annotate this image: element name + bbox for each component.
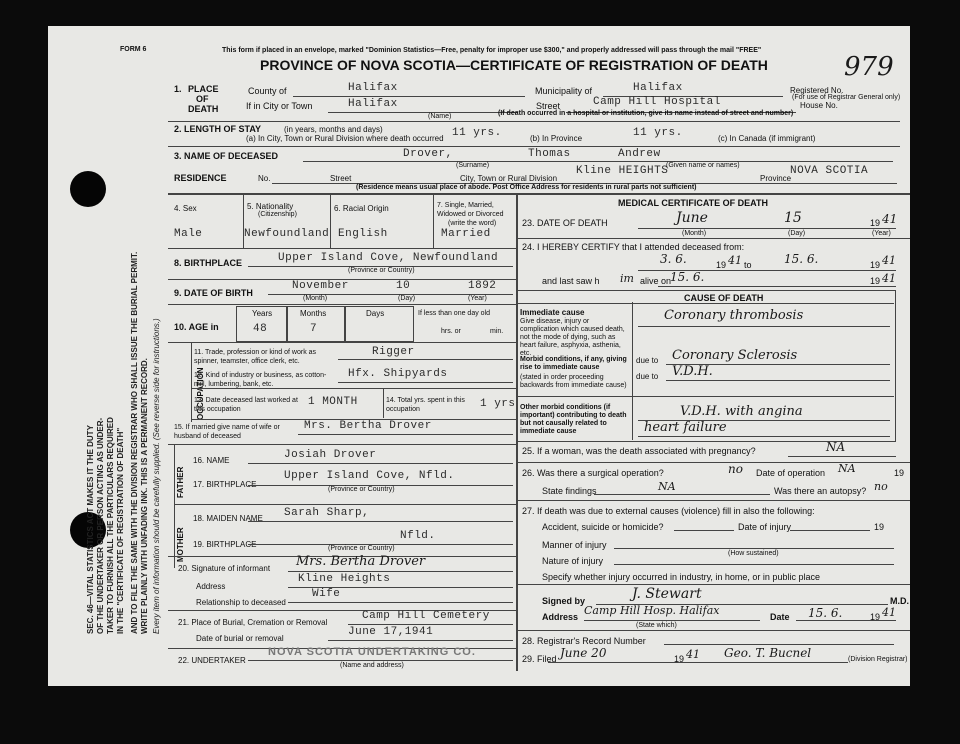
doctor-date-prefix: 19 bbox=[870, 612, 881, 622]
mother-bp-sub: (Province or Country) bbox=[328, 545, 395, 552]
signed-label: Signed by bbox=[542, 596, 586, 606]
dod-label: 23. DATE OF DEATH bbox=[522, 218, 608, 228]
injury-date-prefix: 19 bbox=[874, 522, 885, 532]
medical-header: MEDICAL CERTIFICATE OF DEATH bbox=[618, 198, 768, 208]
alive-on-label: alive on bbox=[640, 276, 672, 286]
relationship-value: Wife bbox=[312, 588, 341, 600]
autopsy-value: no bbox=[874, 480, 888, 493]
informant-address-label: Address bbox=[196, 582, 226, 591]
op-date-value: NA bbox=[838, 462, 856, 475]
informant-signature: Mrs. Bertha Drover bbox=[296, 554, 426, 569]
mother-bp-label: 19. BIRTHPLACE bbox=[193, 540, 257, 549]
place-label-death: DEATH bbox=[188, 104, 219, 114]
immediate-cause: Coronary thrombosis bbox=[664, 308, 804, 323]
years-label: Years bbox=[252, 309, 273, 318]
doctor-date: 15. 6. bbox=[808, 606, 843, 620]
birthplace-value: Upper Island Cove, Newfoundland bbox=[278, 252, 499, 264]
surgery-value: no bbox=[728, 462, 743, 476]
dod-day: 15 bbox=[784, 210, 802, 226]
burial-date-label: Date of burial or removal bbox=[196, 634, 284, 643]
stay-city-label: (a) In City, Town or Rural Division where death occurred bbox=[246, 134, 444, 143]
birthplace-sub: (Province or Country) bbox=[348, 267, 415, 274]
where-label: Specify whether injury occurred in industry, in home, or in public place bbox=[542, 572, 820, 582]
attended-from-prefix: 19 bbox=[716, 260, 727, 270]
residence-province: NOVA SCOTIA bbox=[790, 165, 869, 177]
residence-no-label: No. bbox=[258, 174, 271, 183]
racial-label: 6. Racial Origin bbox=[334, 204, 389, 213]
stay-desc: (in years, months and days) bbox=[284, 125, 383, 134]
attended-from-year: 41 bbox=[728, 254, 742, 267]
doctor-signature: J. Stewart bbox=[632, 586, 702, 602]
residence-prov-label: Province bbox=[760, 174, 792, 183]
deceased-given1: Thomas bbox=[528, 148, 571, 160]
mother-maiden: Sarah Sharp, bbox=[284, 507, 370, 519]
dod-year-sub: (Year) bbox=[872, 230, 891, 237]
findings-label: State findings bbox=[542, 486, 597, 496]
relationship-label: Relationship to deceased bbox=[196, 598, 286, 607]
residence-note: (Residence means usual place of abode. Post Office Address for residents in rural parts not sufficient) bbox=[356, 184, 697, 191]
residence-city: Kline HEIGHTS bbox=[576, 165, 669, 177]
nationality-value: Newfoundland bbox=[244, 228, 330, 240]
how-sustained: (How sustained) bbox=[728, 550, 779, 557]
nationality-label: 5. Nationality bbox=[247, 202, 294, 211]
side-text-1: SEC. 46—VITAL STATISTICS ACT MAKES IT THE DUTY bbox=[86, 425, 95, 634]
form-number: FORM 6 bbox=[120, 46, 147, 53]
state-which: (State which) bbox=[636, 622, 677, 629]
father-bp: Upper Island Cove, Nfld. bbox=[284, 470, 455, 482]
due-to-2: due to bbox=[636, 372, 659, 381]
md-label: M.D. bbox=[890, 596, 909, 606]
division-registrar-label: (Division Registrar) bbox=[848, 656, 908, 663]
doctor-address: Camp Hill Hosp. Halifax bbox=[584, 604, 720, 617]
nationality-sub: (Citizenship) bbox=[258, 211, 297, 218]
accident-label: Accident, suicide or homicide? bbox=[542, 522, 664, 532]
street-label: Street bbox=[536, 101, 561, 111]
occupation-side: OCCUPATION bbox=[196, 367, 205, 420]
residence-street-label: Street bbox=[330, 174, 352, 183]
dod-year-prefix: 19 bbox=[870, 218, 881, 228]
handwritten-number: 979 bbox=[844, 52, 894, 82]
op-date-label: Date of operation bbox=[756, 468, 826, 478]
marital-sub: (write the word) bbox=[448, 220, 497, 227]
reg-record-label: 28. Registrar's Record Number bbox=[522, 636, 646, 646]
age-months: 7 bbox=[310, 323, 318, 335]
residence-label: RESIDENCE bbox=[174, 173, 227, 183]
registered-note: (For use of Registrar General only) bbox=[792, 94, 901, 101]
attended-to-label: to bbox=[744, 260, 752, 270]
county-value: Halifax bbox=[348, 82, 398, 94]
pregnancy-value: NA bbox=[826, 440, 846, 454]
surgery-label: 26. Was there a surgical operation? bbox=[522, 468, 664, 478]
place-label-of: OF bbox=[196, 94, 209, 104]
filed-prefix: 19 bbox=[674, 654, 685, 664]
morbid-desc: (stated in order proceeding backwards from immediate cause) bbox=[520, 374, 627, 389]
side-text-2: OF THE UNDERTAKER OR PERSON ACTING AS UNDER- bbox=[96, 417, 105, 634]
informant-sig-label: 20. Signature of informant bbox=[178, 564, 271, 573]
father-name: Josiah Drover bbox=[284, 449, 377, 461]
trade-label: 11. Trade, profession or kind of work as spinner, teamster, office clerk, etc. bbox=[194, 349, 317, 365]
death-certificate bbox=[48, 26, 910, 686]
burial-date: June 17,1941 bbox=[348, 626, 434, 638]
other-label: Other morbid conditions (if important) contributing to death but not causally related to immediate cause bbox=[520, 404, 627, 435]
months-label: Months bbox=[300, 309, 327, 318]
mail-notice: This form if placed in an envelope, marked "Dominion Statistics—Free, penalty for improper use $300," and properly addressed will pass through the mail "FREE" bbox=[222, 47, 762, 54]
municipality-label: Municipality of bbox=[535, 86, 593, 96]
house-no-label: House No. bbox=[800, 101, 838, 110]
father-bp-label: 17. BIRTHPLACE bbox=[193, 480, 257, 489]
dod-day-sub: (Day) bbox=[788, 230, 806, 237]
year-sub: (Year) bbox=[468, 295, 487, 302]
mother-side: MOTHER bbox=[176, 527, 185, 562]
father-name-label: 16. NAME bbox=[193, 456, 230, 465]
total-years-value: 1 yrs bbox=[480, 398, 516, 410]
undertaker-stamp: NOVA SCOTIA UNDERTAKING CO. bbox=[268, 646, 476, 658]
name-sub-label: (Name) bbox=[428, 113, 452, 120]
punch-hole-top bbox=[70, 171, 106, 207]
dod-year: 41 bbox=[882, 212, 898, 226]
side-text-7: Every item of information should be carefully supplied. (See reverse side for instructions.) bbox=[152, 318, 161, 634]
hospital-note: (If death occurred in a hospital or institution, give its name instead of street and number) bbox=[498, 110, 794, 117]
trade-value: Rigger bbox=[372, 346, 415, 358]
sex-label: 4. Sex bbox=[174, 204, 197, 213]
due-to-1: due to bbox=[636, 356, 659, 365]
given-sub: (Given name or names) bbox=[666, 162, 740, 169]
attended-to-year: 41 bbox=[882, 254, 896, 267]
dod-month-sub: (Month) bbox=[682, 230, 707, 237]
side-text-6: WRITE PLAINLY WITH UNFADING INK. THIS IS A PERMANENT RECORD. bbox=[140, 358, 149, 634]
father-bp-sub: (Province or Country) bbox=[328, 486, 395, 493]
month-sub: (Month) bbox=[303, 295, 328, 302]
registered-no-label: Registered No. bbox=[790, 86, 844, 95]
last-worked-value: 1 MONTH bbox=[308, 396, 358, 408]
certificate-title: PROVINCE OF NOVA SCOTIA—CERTIFICATE OF REGISTRATION OF DEATH bbox=[260, 57, 768, 73]
last-saw-label: and last saw h bbox=[542, 276, 600, 286]
marital-label: 7. Single, Married, Widowed or Divorced bbox=[437, 202, 504, 218]
doctor-date-year: 41 bbox=[882, 606, 896, 619]
stay-prov-label: (b) In Province bbox=[530, 134, 583, 143]
cause-header: CAUSE OF DEATH bbox=[684, 293, 764, 303]
last-saw-prefix: 19 bbox=[870, 276, 881, 286]
stay-city-value: 11 yrs. bbox=[452, 127, 502, 139]
racial-value: English bbox=[338, 228, 388, 240]
deceased-label: 3. NAME OF DECEASED bbox=[174, 151, 279, 161]
last-worked-label: 13. Date deceased last worked at this occupation bbox=[194, 397, 298, 413]
attended-to: 15. 6. bbox=[784, 252, 819, 266]
findings-value: NA bbox=[658, 480, 676, 493]
spouse-value: Mrs. Bertha Drover bbox=[304, 420, 432, 432]
filed-label: 29. Filed bbox=[522, 654, 557, 664]
place-label: PLACE bbox=[188, 84, 219, 94]
undertaker-label: 22. UNDERTAKER bbox=[178, 656, 246, 665]
hrs-label: hrs. or bbox=[441, 328, 461, 335]
birthplace-label: 8. BIRTHPLACE bbox=[174, 258, 243, 268]
dob-day: 10 bbox=[396, 280, 411, 292]
mother-bp: Nfld. bbox=[400, 530, 436, 542]
manner-label: Manner of injury bbox=[542, 540, 607, 550]
street-value: Camp Hill Hospital bbox=[593, 96, 721, 108]
nature-label: Nature of injury bbox=[542, 556, 604, 566]
age-label: 10. AGE in bbox=[174, 322, 219, 332]
external-label: 27. If death was due to external causes (violence) fill in also the following: bbox=[522, 506, 815, 516]
last-saw-gender: im bbox=[620, 272, 634, 285]
industry-value: Hfx. Shipyards bbox=[348, 368, 448, 380]
municipality-value: Halifax bbox=[633, 82, 683, 94]
spouse-label: 15. If married give name of wife or husband of deceased bbox=[174, 424, 280, 440]
certify-label: 24. I HEREBY CERTIFY that I attended deceased from: bbox=[522, 242, 745, 252]
last-saw-year: 41 bbox=[882, 272, 896, 285]
place-num: 1. bbox=[174, 84, 182, 94]
attended-from: 3. 6. bbox=[660, 252, 687, 266]
industry-label: 12. Kind of industry or business, as cotton-mill, lumbering, bank, etc. bbox=[194, 372, 327, 388]
attended-to-prefix: 19 bbox=[870, 260, 881, 270]
morbid-cause-2: V.D.H. bbox=[672, 364, 713, 379]
last-saw-date: 15. 6. bbox=[670, 270, 705, 284]
injury-date-label: Date of injury bbox=[738, 522, 792, 532]
day-sub: (Day) bbox=[398, 295, 416, 302]
dod-month: June bbox=[676, 210, 708, 226]
pregnancy-label: 25. If a woman, was the death associated with pregnancy? bbox=[522, 446, 756, 456]
morbid-label: Morbid conditions, if any, giving rise to immediate cause bbox=[520, 356, 627, 371]
county-label: County of bbox=[248, 86, 287, 96]
autopsy-label: Was there an autopsy? bbox=[774, 486, 867, 496]
residence-city-label: City, Town or Rural Division bbox=[460, 174, 558, 183]
dob-month: November bbox=[292, 280, 349, 292]
doctor-date-label: Date bbox=[770, 612, 790, 622]
op-date-prefix: 19 bbox=[894, 468, 905, 478]
registrar-signature: Geo. T. Bucnel bbox=[724, 646, 812, 660]
stay-prov-value: 11 yrs. bbox=[633, 127, 683, 139]
side-text-3: TAKER TO FURNISH ALL THE PARTICULARS REQUIRED bbox=[106, 417, 115, 634]
dob-year: 1892 bbox=[468, 280, 497, 292]
other-cause-2: heart failure bbox=[644, 420, 727, 435]
mother-maiden-label: 18. MAIDEN NAME bbox=[193, 514, 263, 523]
city-label: If in City or Town bbox=[246, 101, 313, 111]
age-years: 48 bbox=[253, 323, 268, 335]
deceased-given2: Andrew bbox=[618, 148, 661, 160]
surname-sub: (Surname) bbox=[456, 162, 490, 169]
doctor-address-label: Address bbox=[542, 612, 579, 622]
min-label: min. bbox=[490, 328, 504, 335]
less-day-label: If less than one day old bbox=[418, 310, 490, 317]
immediate-desc: Give disease, injury or complication which caused death, not the mode of dying, such as heart failure, asphyxia, asthenia, etc. bbox=[520, 318, 625, 357]
city-value: Halifax bbox=[348, 98, 398, 110]
total-years-label: 14. Total yrs. spent in this occupation bbox=[386, 397, 465, 413]
deceased-surname: Drover, bbox=[403, 148, 453, 160]
immediate-label: Immediate cause bbox=[520, 308, 585, 317]
days-label: Days bbox=[366, 309, 385, 318]
filed-date: June 20 bbox=[560, 646, 607, 660]
filed-year: 41 bbox=[686, 648, 700, 661]
father-side: FATHER bbox=[176, 466, 185, 498]
informant-address: Kline Heights bbox=[298, 573, 391, 585]
undertaker-sub: (Name and address) bbox=[340, 662, 404, 669]
morbid-cause-1: Coronary Sclerosis bbox=[672, 348, 798, 363]
side-text-4: IN THE "CERTIFICATE OF REGISTRATION OF DEATH" bbox=[116, 427, 125, 634]
burial-place: Camp Hill Cemetery bbox=[362, 610, 490, 622]
marital-value: Married bbox=[441, 228, 491, 240]
sex-value: Male bbox=[174, 228, 203, 240]
burial-place-label: 21. Place of Burial, Cremation or Removal bbox=[178, 618, 328, 627]
other-cause-1: V.D.H. with angina bbox=[680, 404, 803, 419]
stay-label: 2. LENGTH OF STAY bbox=[174, 124, 262, 134]
dob-label: 9. DATE OF BIRTH bbox=[174, 288, 253, 298]
side-text-5: AND TO FILE THE SAME WITH THE DIVISION REGISTRAR WHO SHALL ISSUE THE BURIAL PERMIT. bbox=[130, 251, 139, 634]
stay-canada-label: (c) In Canada (if immigrant) bbox=[718, 134, 816, 143]
